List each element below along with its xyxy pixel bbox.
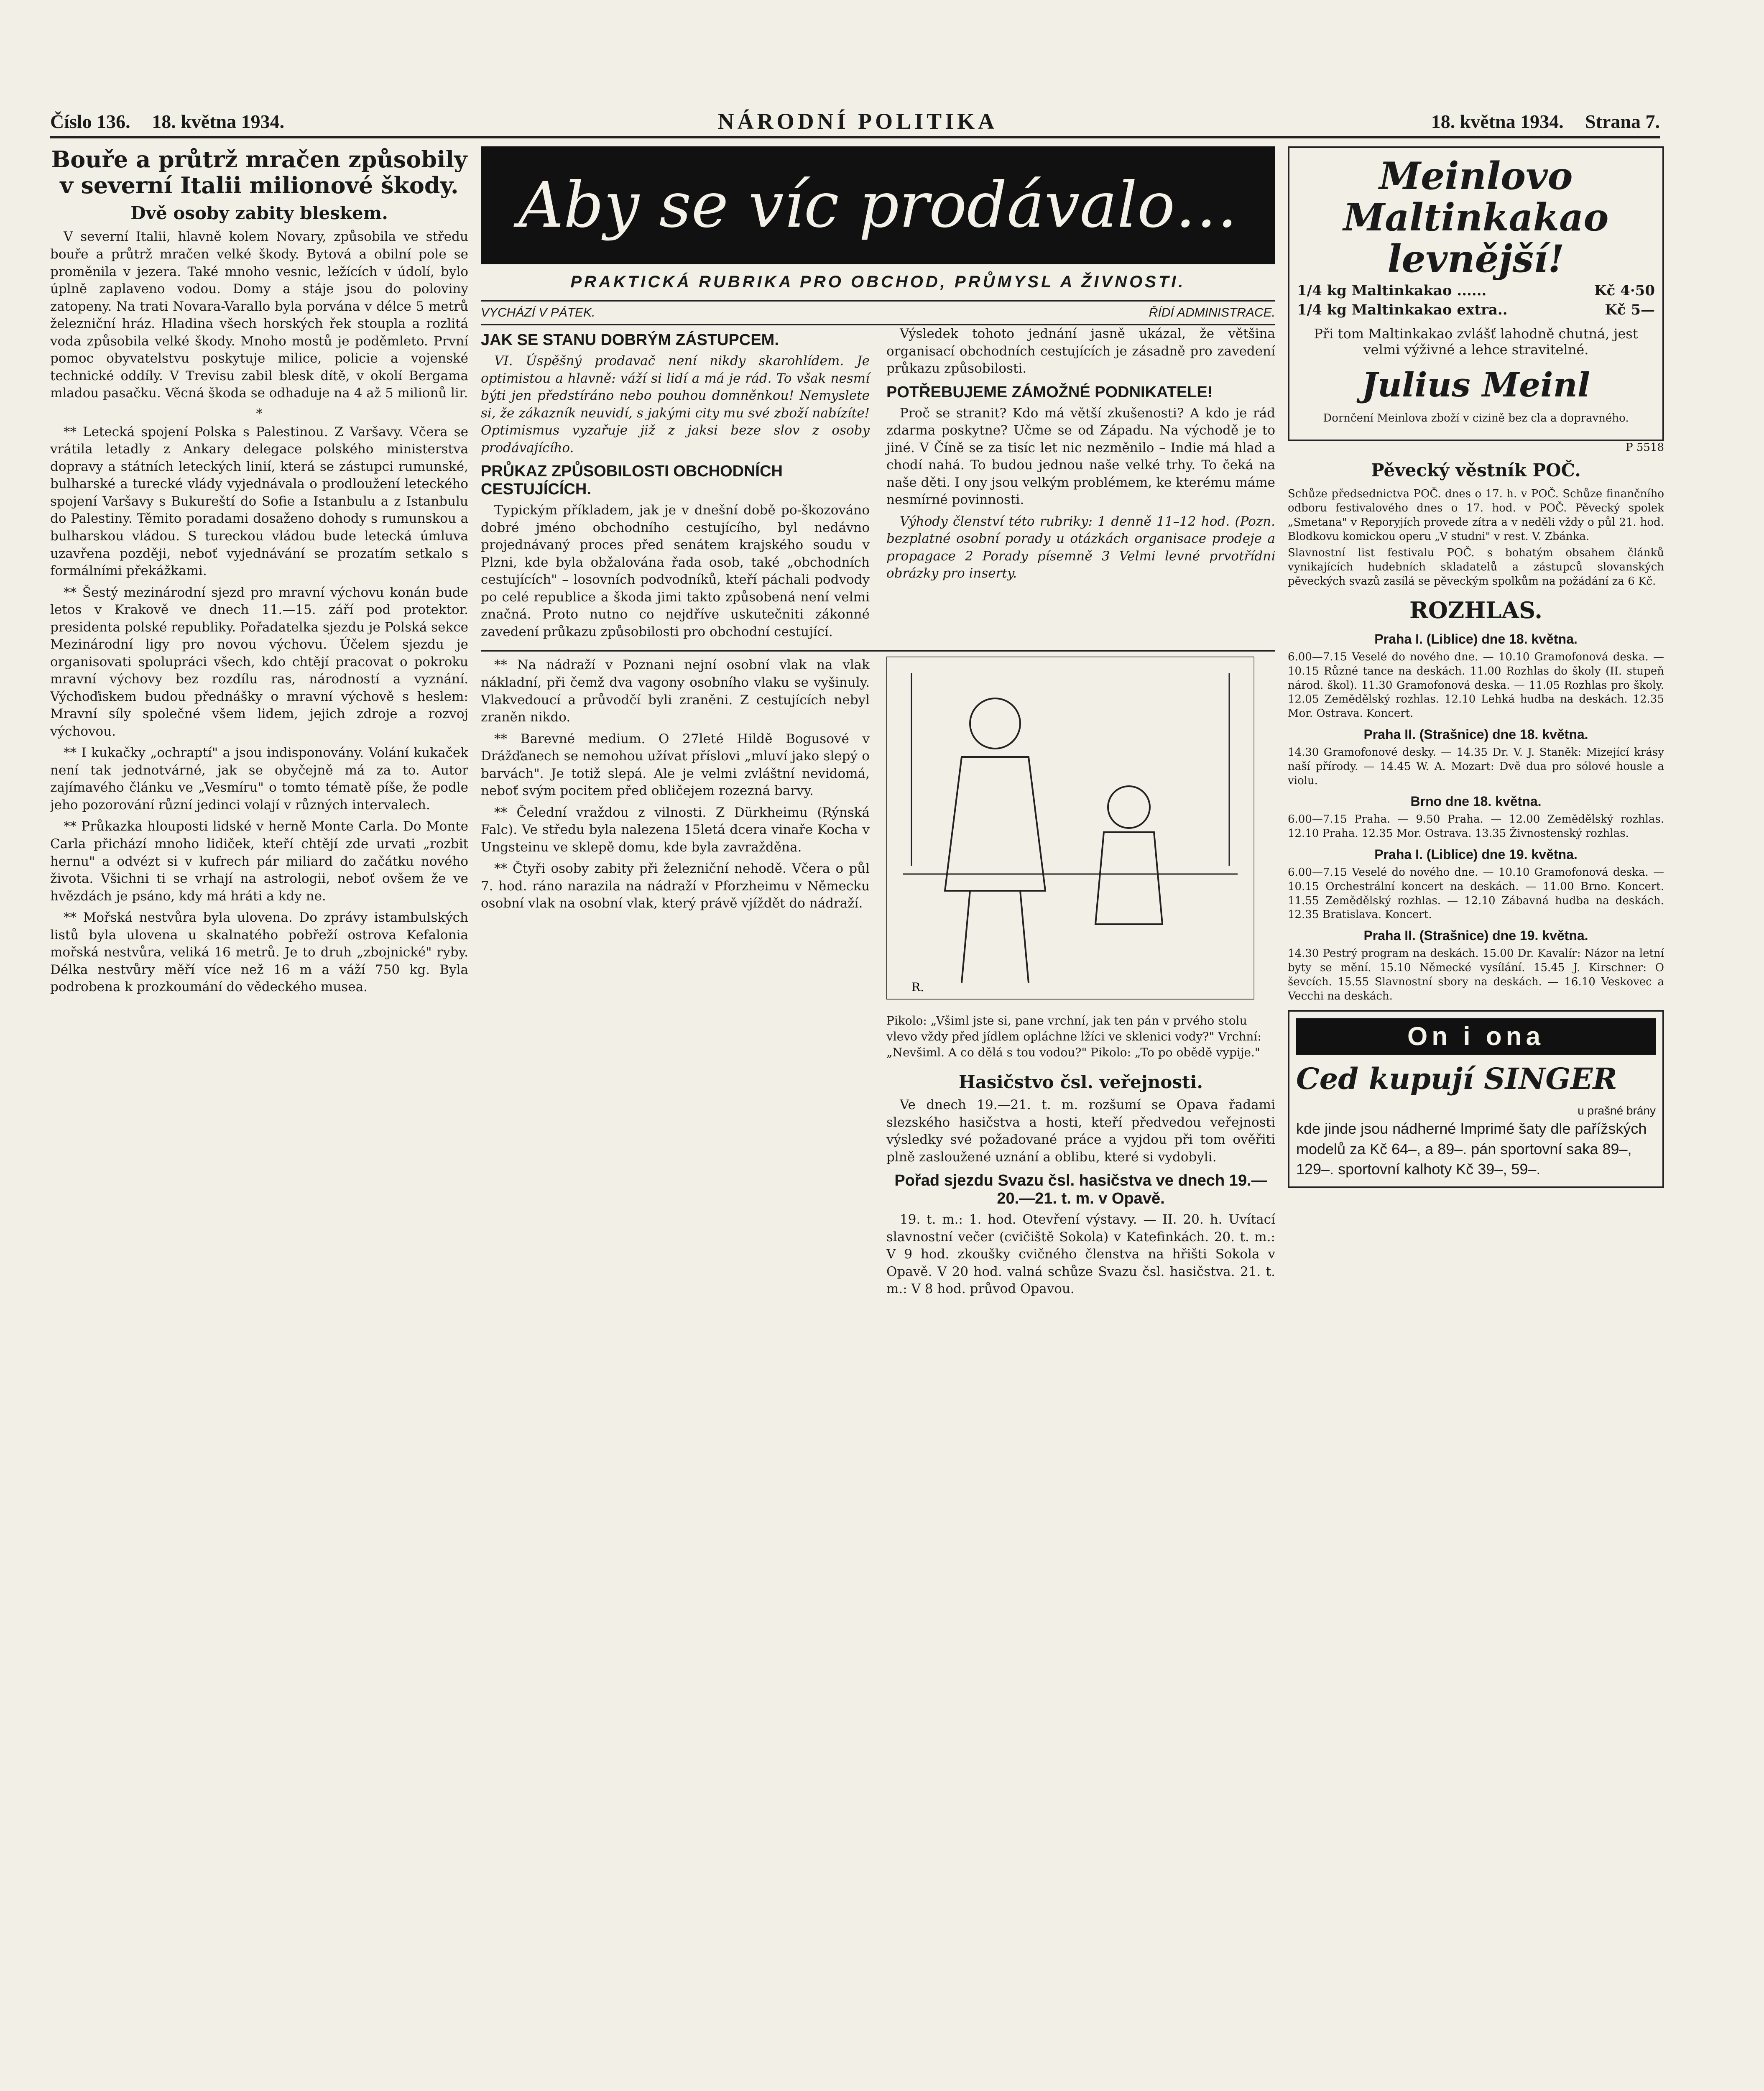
article-paragraph: ** I kukačky „ochraptí" a jsou indisponovány. Volání kukaček není tak jednotvárné, jak se obyčejně má za to. Autor zajímavého článku ve „Vesmíru" o tomto tématě píše, že podle jeho pozorování různí jedinci volají v různých intervalech. bbox=[50, 745, 468, 813]
rubric-col-b bbox=[886, 325, 1275, 645]
price-line bbox=[1297, 282, 1655, 299]
advert-header: On i ona bbox=[1296, 1018, 1656, 1055]
separator: * bbox=[256, 406, 263, 421]
article-paragraph: V severní Italii, hlavně kolem Novary, způsobila ve středu bouře a průtrž mračen velké škody. Bytová a obilní pole se proměnila v jezera. Také mnoho vesnic, ležících v údolí, bylo úplně zaplaveno vodou. Domy a stáje jsou do poloviny zatopeny. Na trati Novara-Varallo byla porvána v délce 5 metrů železniční hráz. Hladina všech horských řek stoupla a rozlitá voda způsobila velké škody. Mnoho mostů je poděmleto. První pomoc obyvatelstvu poskytuje milice, policie a vojenské technické oddíly. V Trevisu zabil blesk dítě, v okolí Bergama mladou pasačku. Věcná škoda se odhaduje na 4 až 5 milionů lir. bbox=[50, 229, 468, 401]
article-headline: Bouře a průtrž mračen způsobily v severní Italii milionové škody. bbox=[51, 146, 467, 199]
article-subhead: Dvě osoby zabity bleskem. bbox=[130, 203, 388, 224]
article-paragraph: ** Letecká spojení Polska s Palestinou. Z Varšavy. Včera se vrátila letadly z Ankary delegace polského ministerstva dopravy a státních leteckých linií, která se zástupci rumunské, bulharské a turecké vlády vyjednávala o prodloužení leteckého spojení Varšavy s Bukureští do Sofie a Istanbulu a z Istanbulu do Palestiny. Těmito poradami dosaženo dohody s rumunskou a bulharskou vládou. S tureckou vládou bude letecká úmluva uzavřena později, neboť vyjednávání se prozatím setkalo s formálními překážkami. bbox=[50, 424, 468, 579]
news-paragraph: ** Čelední vraždou z vilnosti. Z Dürkheimu (Rýnská Falc). Ve středu byla nalezena 15letá dcera vinaře Kocha v Ungsteinu ve sklepě domu, kde byla zavražděna. bbox=[481, 805, 870, 855]
price-item: 1/4 kg Maltinkakao ...... bbox=[1297, 282, 1487, 299]
fire-program: 19. t. m.: 1. hod. Otevření výstavy. — II. 20. h. Uvítací slavnostní večer (cvičiště Sokola) v Katefinkách. 20. t. m.: V 9 hod. zkoušky cvičného členstva na hřišti Sokola v Opavě. V 20 hod. valná schůze Svazu čsl. hasičstva. 21. t. m.: V 8 hod. průvod Opavou. bbox=[886, 1212, 1275, 1297]
section-paragraph: VI. Úspěšný prodavač není nikdy skarohlídem. Je optimistou a hlavně: váží si lidí a má je rád. To však nesmí býti jen předstíráno nebo pouhou domněnkou! Nemyslete si, že zákazník neuvidí, s jakými city mu své zboží nabízíte! Optimismus vyzařuje již z jaksi beze slov z osoby prodávajícího. bbox=[481, 353, 870, 455]
price-value: Kč 4·50 bbox=[1594, 282, 1655, 299]
news-col-b bbox=[886, 657, 1275, 1302]
rubric-col-a bbox=[481, 325, 870, 645]
section-heading: JAK SE STANU DOBRÝM ZÁSTUPCEM. bbox=[481, 331, 779, 349]
rozhlas-subhead: Praha II. (Strašnice) dne 19. května. bbox=[1363, 928, 1588, 943]
newspaper-title: NÁRODNÍ POLITIKA bbox=[717, 109, 998, 134]
column-left bbox=[50, 146, 468, 2091]
news-paragraph: ** Čtyři osoby zabity při železniční nehodě. Včera o půl 7. hod. ráno narazila na nádraží v Pforzheimu v Německu osobní vlak na osobní vlak, který právě vjíždět do nádraží. bbox=[481, 861, 870, 911]
column-right bbox=[1288, 146, 1664, 2091]
rozhlas-subhead: Praha II. (Strašnice) dne 18. května. bbox=[1363, 726, 1588, 742]
credit-left: VYCHÁZÍ V PÁTEK. bbox=[481, 306, 595, 320]
fire-subheading: Pořad sjezdu Svazu čsl. hasičstva ve dnech 19.—20.—21. t. m. v Opavě. bbox=[894, 1172, 1267, 1208]
rubric-credits bbox=[481, 302, 1275, 325]
rubric-banner: Aby se víc prodávalo… bbox=[481, 146, 1275, 264]
advert-title: Meinlovo Maltinkakao levnější! bbox=[1343, 154, 1609, 281]
advert-ref: P 5518 bbox=[1626, 441, 1664, 454]
rubric-subtitle: PRAKTICKÁ RUBRIKA PRO OBCHOD, PRŮMYSL A ŽIVNOSTI. bbox=[481, 264, 1275, 302]
pevecky-title: Pěvecký věstník POČ. bbox=[1371, 460, 1581, 481]
section-heading: PRŮKAZ ZPŮSOBILOSTI OBCHODNÍCH CESTUJÍCÍCH. bbox=[481, 463, 783, 498]
masthead-right bbox=[1431, 110, 1660, 133]
rozhlas-schedule: 6.00—7.15 Praha. — 9.50 Praha. — 12.00 Zemědělský rozhlas. 12.10 Praha. 12.35 Mor. Ostrava. 13.35 Živnostenský rozhlas. bbox=[1288, 813, 1664, 840]
page-number: Strana 7. bbox=[1585, 110, 1660, 132]
issue-number: Číslo 136. bbox=[50, 110, 130, 132]
pevecky-paragraph: Schůze předsednictva POČ. dnes o 17. h. v POČ. Schůze finančního odboru festivalového dnes o 17. hod. v POČ. Pěvecký spolek „Smetana" v Reporyjích provede zítra a v neděli vždy o půl 21. hod. Blodkovu komickou operu „V studni" v rest. V. Zbánka. bbox=[1288, 488, 1664, 543]
column-center bbox=[481, 146, 1275, 2091]
section-paragraph: Výsledek tohoto jednání jasně ukázal, že většina organisací obchodních cestujících je zásadně pro zavedení průkazu způsobilosti. bbox=[886, 326, 1275, 376]
rozhlas-subhead: Brno dne 18. května. bbox=[1410, 794, 1542, 809]
price-item: 1/4 kg Maltinkakao extra.. bbox=[1297, 302, 1508, 318]
rozhlas-schedule: 14.30 Pestrý program na deskách. 15.00 Dr. Kavalír: Názor na letní byty se mění. 15.10 Německé vysílání. 15.45 J. Kirschner: O ševcích. 15.55 Slavnostní sbory na deskách. — 16.10 Veskovec a Vecchi na deskách. bbox=[1288, 947, 1664, 1002]
meinl-advert bbox=[1288, 146, 1664, 441]
singer-advert bbox=[1288, 1010, 1664, 1188]
cartoon-caption: Pikolo: „Všiml jste si, pane vrchní, jak ten pán v prvého stolu vlevo vždy před jídlem opláchne lžíci ve sklenici vody?" Vrchní: „Nevšiml. A co dělá s tou vodou?" Pikolo: „To po obědě vypije." bbox=[886, 1014, 1261, 1060]
rozhlas-schedule: 14.30 Gramofonové desky. — 14.35 Dr. V. J. Staněk: Mizející krásy naší přírody. — 14.45 W. A. Mozart: Dvě dua pro sólové housle a violu. bbox=[1288, 746, 1664, 787]
price-value: Kč 5— bbox=[1605, 302, 1655, 318]
issue-date: 18. května 1934. bbox=[152, 110, 285, 132]
rozhlas-title: ROZHLAS. bbox=[1409, 596, 1543, 624]
article-paragraph: ** Šestý mezinárodní sjezd pro mravní výchovu konán bude letos v Krakově ve dnech 11.—15. září pod protektor. presidenta polské republiky. Pořadatelka sjezdu je Polská sekce Mezinárodní ligy pro novou výchovu. Účelem sjezdu je organisovati spolupráci všech, kdo chtějí pracovat o pokroku mravní výchovy bez rozdílu ras, národností a vyznání. Výchoďiskem budou přednášky o mravní výchově s heslem: Mravní síly společné všem lidem, jejich zdroje a rozvoj výchovou. bbox=[50, 585, 468, 739]
news-paragraph: ** Barevné medium. O 27leté Hildě Bogusové v Drážďanech se nemohou užívat příslovi „mluví jako slepý o barvách". Je totiž slepá. Ale je velmi zvláštní nevidomá, neboť svým pocitem před obličejem rozezná barvy. bbox=[481, 731, 870, 799]
rozhlas-schedule: 6.00—7.15 Veselé do nového dne. — 10.10 Gramofonová deska. — 10.15 Různé tance na deskách. 11.00 Rozhlas do školy (II. stupeň národ. škol). 11.30 Gramofonová deska. — 11.05 Rozhlas pro školy. 12.05 Zemědělský rozhlas. 12.10 Lehká hudba na deskách. 12.35 Mor. Ostrava. Koncert. bbox=[1288, 650, 1664, 720]
issue-date-right: 18. května 1934. bbox=[1431, 110, 1564, 132]
svg-text:R.: R. bbox=[911, 980, 924, 994]
credit-right: ŘÍDÍ ADMINISTRACE. bbox=[1149, 306, 1275, 320]
pevecky-paragraph: Slavnostní list festivalu POČ. s bohatým obsahem článků vynikajících hudebních skladatelů a zástupců slovanských pěveckých svazů zasílá se pěveckým spolkům na požádání za 6 Kč. bbox=[1288, 547, 1664, 588]
advert-location: u prašné brány bbox=[1578, 1104, 1656, 1117]
advert-brand: Ced kupují SINGER bbox=[1296, 1061, 1617, 1097]
news-columns bbox=[481, 657, 1275, 1302]
price-line bbox=[1297, 302, 1655, 318]
article-paragraph: ** Mořská nestvůra byla ulovena. Do zprávy istambulských listů byla ulovena u skalnatého pobřeží ostrova Kefalonia mořská nestvůra, veliká 16 metrů. Je to druh „zbojnické" ryby. Délka nestvůry měří více než 16 m a váží 750 kg. Byla podrobena k prozkoumání do vědeckého musea. bbox=[50, 910, 468, 995]
masthead bbox=[50, 107, 1660, 138]
masthead-left bbox=[50, 110, 284, 133]
section-paragraph: Typickým příkladem, jak je v dnešní době po-škozováno dobré jméno obchodního cestujícího, byl nedávno projednávaný proces před senátem krajského soudu v Plzni, kde byla obžalována řada osob, také „obchodních cestujících" – losovních podvodníků, kteří páchali podvody po celé republice a škoda jimi takto způsobená není velmi značná. Proto nutno co nejdříve uskutečniti zákonné zavedení průkazu způsobilosti pro obchodní cestující. bbox=[481, 503, 870, 639]
rubric-columns bbox=[481, 325, 1275, 645]
section-note: Výhody členství této rubriky: 1 denně 11–12 hod. (Pozn. bezplatné osobní porady u otázkách organisace prodeje a propagace 2 Porady písemně 3 Velmi levné prvotřídní obrázky pro inserty. bbox=[886, 514, 1275, 581]
advert-footer: Dornčení Meinlova zboží v cizině bez cla a dopravného. bbox=[1323, 412, 1629, 424]
news-paragraph: ** Na nádraží v Poznani nejní osobní vlak na vlak nákladní, při čemž dva vagony osobního vlaku se vyšinuly. Vlakvedoucí a průvodčí byli zraněni. Z cestujících nebyl zraněn nikdo. bbox=[481, 657, 870, 725]
section-paragraph: Proč se stranit? Kdo má větší zkušenosti? A kdo je rád zdarma poskytne? Učme se od Západu. Na východě je to jiné. V Číně se za tisíc let nic nezměnilo – Indie má hlad a chodí nahá. To budou jednou naše velké trhy. To čeká na naše děti. I ony jsou velkým problémem, ke kterému máme nesmírné povinnosti. bbox=[886, 405, 1275, 508]
rozhlas-subhead: Praha I. (Liblice) dne 18. května. bbox=[1374, 631, 1578, 647]
rozhlas-subhead: Praha I. (Liblice) dne 19. května. bbox=[1374, 846, 1578, 862]
section-heading: POTŘEBUJEME ZÁMOŽNÉ PODNIKATELE! bbox=[886, 383, 1213, 401]
article-paragraph: ** Průkazka hlouposti lidské v herně Monte Carla. Do Monte Carla přichází mnoho lidiček, kteří chtějí zde urvati „rozbit hernu" a odvézt si v kufrech pár miliard do začátku nového života. Všichni ti se vrhají na astrologii, neboť ovšem že ve hvězdách je psáno, kdy má hráti a kdy ne. bbox=[50, 819, 468, 904]
advert-signature: Julius Meinl bbox=[1361, 365, 1590, 404]
fire-paragraph: Ve dnech 19.—21. t. m. rozšumí se Opava řadami slezského hasičstva a hosti, kteří předvedou veřejnosti výsledky své požadované práce a vyjdou při tom ověřiti plně zasloužené uznání a oblibu, které si vydobyli. bbox=[886, 1097, 1275, 1165]
cartoon-illustration bbox=[886, 657, 1254, 999]
fire-headline: Hasičstvo čsl. veřejnosti. bbox=[959, 1071, 1203, 1092]
divider bbox=[481, 650, 1275, 652]
advert-body: kde jinde jsou nádherné Imprimé šaty dle pařížských modelů za Kč 64–, a 89–. pán sportovní saka 89–, 129–. sportovní kalhoty Kč 39–, 59–. bbox=[1296, 1120, 1647, 1178]
rozhlas-schedule: 6.00—7.15 Veselé do nového dne. — 10.10 Gramofonová deska. — 10.15 Orchestrální koncert na deskách. — 11.00 Brno. Koncert. 11.55 Zemědělský rozhlas. — 12.10 Zábavná hudba na deskách. 12.35 Bratislava. Koncert. bbox=[1288, 866, 1664, 921]
news-col-a bbox=[481, 657, 870, 1302]
advert-text: Při tom Maltinkakao zvlášť lahodně chutná, jest velmi výživné a lehce stravitelné. bbox=[1314, 326, 1638, 358]
